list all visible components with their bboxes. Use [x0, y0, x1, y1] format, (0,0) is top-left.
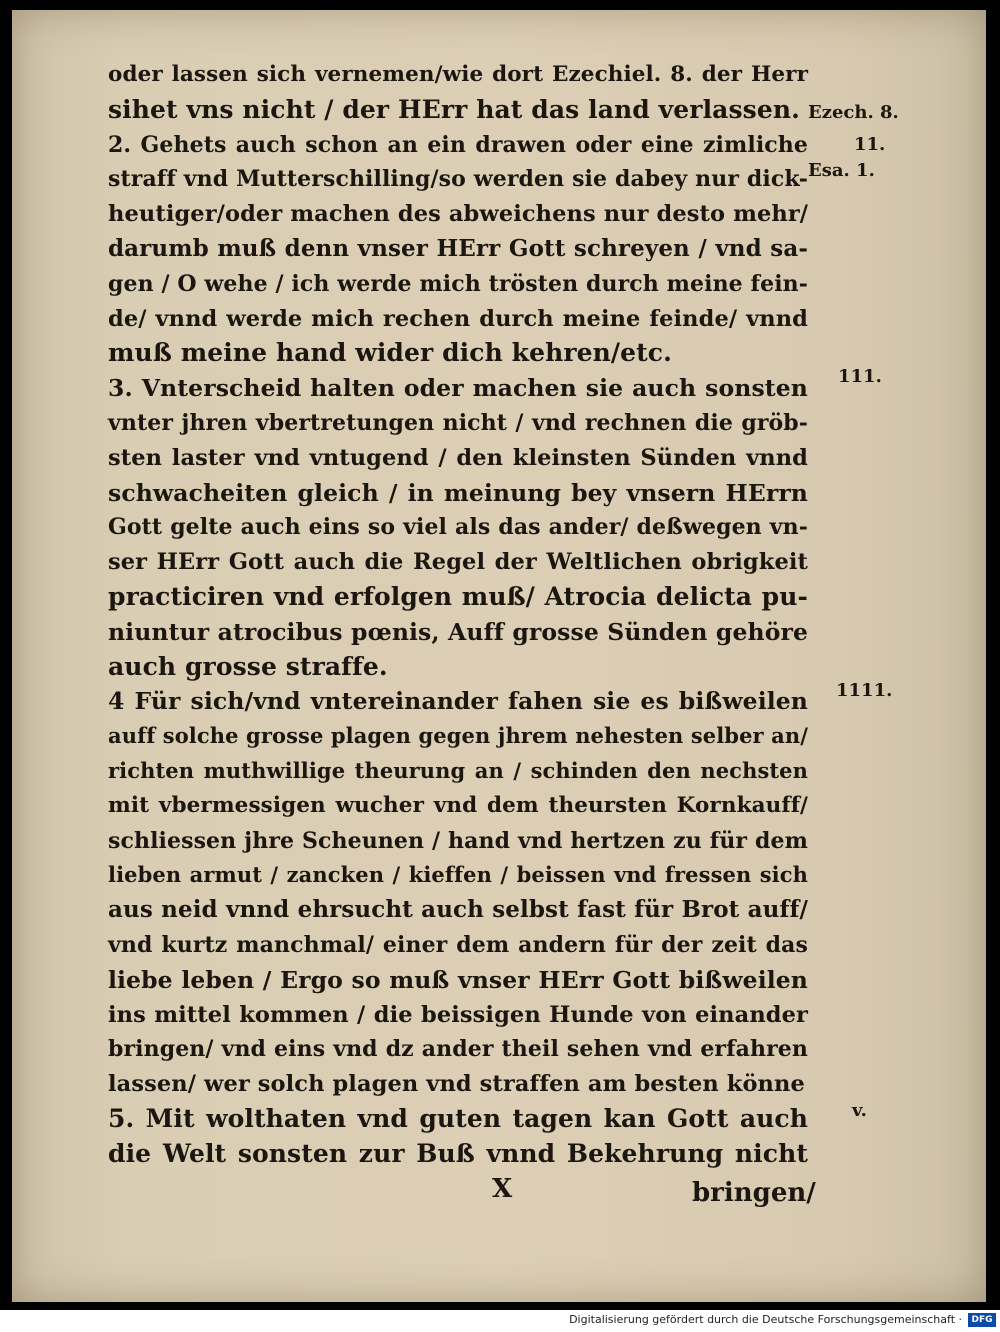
text-line: lassen/ wer solch plagen vnd straffen am besten könne: [108, 1071, 805, 1098]
text-line: 4 Für sich/vnd vntereinander fahen sie es bißweilen: [108, 687, 808, 716]
footer-bar: [0, 1310, 1000, 1332]
text-line: lieben armut / zancken / kieffen / beissen vnd fressen sich: [108, 862, 808, 888]
catchword: bringen/: [692, 1178, 816, 1208]
scan-frame: [6, 6, 992, 1306]
text-line: die Welt sonsten zur Buß vnnd Bekehrung nicht: [108, 1138, 808, 1168]
text-line: Gott gelte auch eins so viel als das ander/ deßwegen vn-: [108, 514, 808, 541]
text-line: sihet vns nicht / der HErr hat das land verlassen.: [108, 94, 800, 124]
margin-note-11: 11.: [854, 134, 886, 155]
text-line: darumb muß denn vnser HErr Gott schreyen / vnd sa-: [108, 234, 808, 262]
text-line: oder lassen sich vernemen/wie dort Ezechiel. 8. der Herr: [108, 62, 808, 87]
text-line: sten laster vnd vntugend / den kleinsten Sünden vnnd: [108, 444, 808, 471]
text-line: ser HErr Gott auch die Regel der Weltlichen obrigkeit: [108, 549, 808, 576]
text-line: bringen/ vnd eins vnd dz ander theil sehen vnd erfahren: [108, 1036, 808, 1063]
signature-mark: X: [492, 1174, 513, 1204]
text-line: straff vnd Mutterschilling/so werden sie dabey nur dick-: [108, 166, 808, 193]
text-line: mit vbermessigen wucher vnd dem theursten Kornkauff/: [108, 792, 808, 818]
margin-note-1111: 1111.: [836, 680, 893, 701]
text-line: gen / O wehe / ich werde mich trösten durch meine fein-: [108, 270, 808, 297]
text-line: vnd kurtz manchmal/ einer dem andern für der zeit das: [108, 931, 808, 958]
dfg-logo: DFG: [968, 1313, 996, 1327]
text-line: schliessen jhre Scheunen / hand vnd hertzen zu für dem: [108, 827, 808, 854]
footer-credit: Digitalisierung gefördert durch die Deutsche Forschungsgemeinschaft ·: [569, 1313, 962, 1326]
text-line: 2. Gehets auch schon an ein drawen oder eine zimliche: [108, 131, 808, 158]
text-line: schwacheiten gleich / in meinung bey vnsern HErrn: [108, 478, 808, 507]
text-line: aus neid vnnd ehrsucht auch selbst fast für Brot auff/: [108, 896, 808, 924]
body-text: [108, 58, 808, 1172]
text-line: ins mittel kommen / die beissigen Hunde von einander: [108, 1001, 808, 1028]
text-line: muß meine hand wider dich kehren/etc.: [108, 338, 672, 368]
margin-note-v: v.: [852, 1100, 867, 1121]
text-line: vnter jhren vbertretungen nicht / vnd rechnen die gröb-: [108, 409, 808, 436]
text-line: 3. Vnterscheid halten oder machen sie auch sonsten: [108, 374, 808, 403]
text-line: niuntur atrocibus pœnis, Auff grosse Sünden gehöre: [108, 617, 808, 646]
margin-note-111: 111.: [838, 366, 882, 387]
page-sheet: [12, 10, 986, 1302]
text-line: auch grosse straffe.: [108, 651, 388, 681]
text-line: de/ vnnd werde mich rechen durch meine feinde/ vnnd: [108, 305, 808, 332]
text-line: practiciren vnd erfolgen muß/ Atrocia delicta pu-: [108, 581, 808, 611]
text-line: auff solche grosse plagen gegen jhrem nehesten selber an/: [108, 723, 808, 749]
margin-note-ezech: Ezech. 8.: [808, 102, 899, 123]
text-line: liebe leben / Ergo so muß vnser HErr Gott bißweilen: [108, 965, 808, 994]
text-line: heutiger/oder machen des abweichens nur desto mehr/: [108, 201, 809, 228]
text-line: richten muthwillige theurung an / schinden den nechsten: [108, 757, 808, 783]
text-line: 5. Mit wolthaten vnd guten tagen kan Gott auch: [108, 1103, 808, 1133]
margin-note-esa: Esa. 1.: [808, 160, 875, 181]
